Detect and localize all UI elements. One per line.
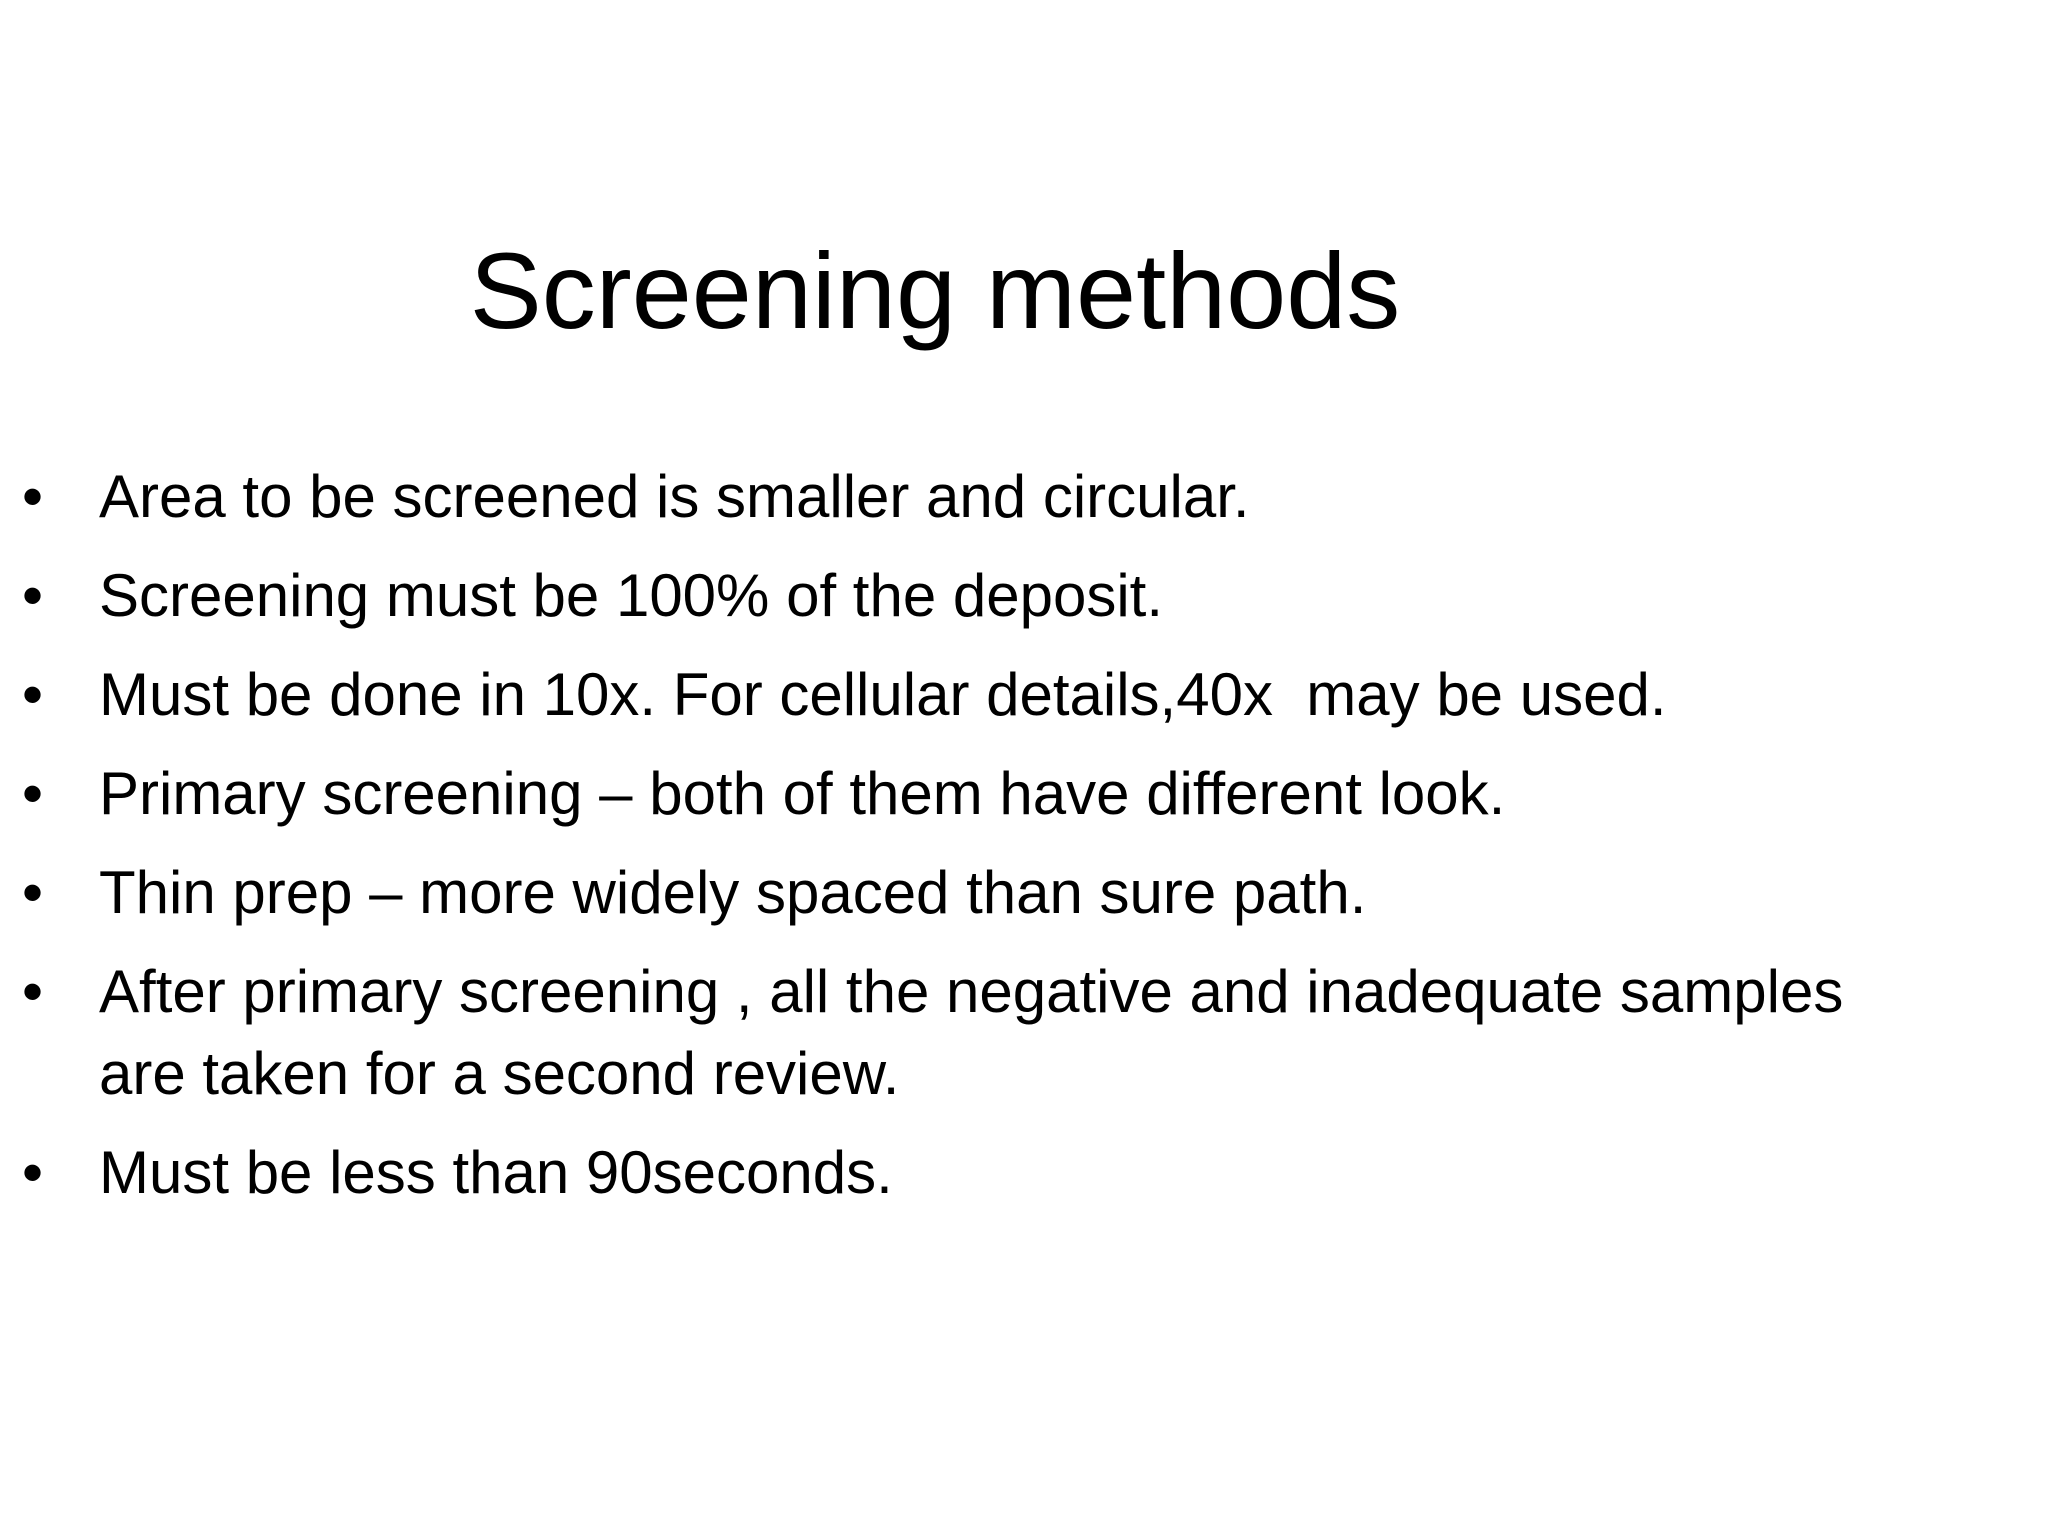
bullet-dot-icon: • (22, 958, 44, 1025)
list-item (0, 852, 1880, 934)
bullet-text: Screening must be 100% of the deposit. (99, 562, 1164, 629)
slide-title: Screening methods (469, 230, 1401, 351)
bullet-list (0, 456, 1880, 1231)
list-item (0, 753, 1880, 835)
bullet-text: Must be done in 10x. For cellular details,40x may be used. (99, 661, 1667, 728)
bullet-dot-icon: • (22, 859, 44, 926)
bullet-dot-icon: • (22, 562, 44, 629)
bullet-text: After primary screening , all the negative and inadequate samples are taken for a second review. (99, 958, 1861, 1107)
bullet-dot-icon: • (22, 760, 44, 827)
bullet-dot-icon: • (22, 661, 44, 728)
bullet-dot-icon: • (22, 463, 44, 530)
list-item (0, 951, 1880, 1115)
bullet-dot-icon: • (22, 1139, 44, 1206)
list-item (0, 1132, 1880, 1214)
bullet-text: Area to be screened is smaller and circular. (99, 463, 1250, 530)
bullet-text: Primary screening – both of them have different look. (99, 760, 1506, 827)
bullet-text: Must be less than 90seconds. (99, 1139, 893, 1206)
bullet-text: Thin prep – more widely spaced than sure path. (99, 859, 1367, 926)
list-item (0, 654, 1880, 736)
list-item (0, 456, 1880, 538)
list-item (0, 555, 1880, 637)
